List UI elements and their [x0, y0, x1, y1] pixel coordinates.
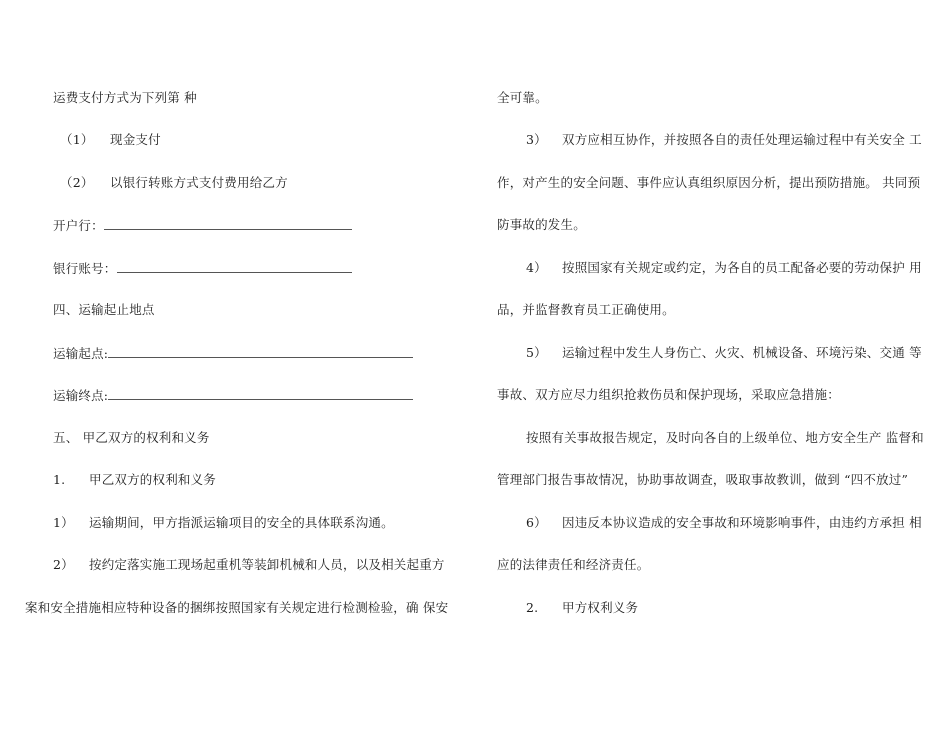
- bank-label: 开户行：: [53, 218, 104, 233]
- paragraph-2: [53, 557, 445, 573]
- paragraph-5-number: 5）: [526, 345, 547, 360]
- section-5-title: 五、 甲乙双方的权利和义务: [53, 430, 210, 445]
- paragraph-2-continuation: 案和安全措施相应特种设备的捆绑按照国家有关规定进行检测检验，确 保安: [25, 600, 449, 615]
- start-blank-line: [108, 345, 413, 358]
- account-blank-line: [117, 260, 352, 273]
- account-label: 银行账号：: [53, 261, 117, 276]
- paragraph-3-number: 3）: [526, 132, 547, 147]
- bank-blank-line: [104, 217, 352, 230]
- paragraph-4-text: 按照国家有关规定或约定，为各自的员工配备必要的劳动保护 用: [562, 260, 922, 275]
- paragraph-3: [526, 132, 922, 148]
- item-2-text: 甲方权利义务: [562, 600, 639, 615]
- section-4-title: 四、运输起止地点: [53, 302, 155, 317]
- paragraph-6-number: 6）: [526, 515, 547, 530]
- end-blank-line: [108, 387, 413, 400]
- paragraph-5-sub: 按照有关事故报告规定，及时向各自的上级单位、地方安全生产 监督和: [526, 430, 924, 445]
- paragraph-2-text: 按约定落实施工现场起重机等装卸机械和人员，以及相关起重方: [89, 557, 445, 572]
- item-1: [53, 472, 216, 488]
- paragraph-5: [526, 345, 922, 361]
- item-2: [526, 600, 638, 616]
- start-label: 运输起点:: [53, 346, 109, 361]
- option-1-text: 现金支付: [110, 132, 161, 147]
- paragraph-2-number: 2）: [53, 557, 74, 572]
- paragraph-5-text: 运输过程中发生人身伤亡、火灾、机械设备、环境污染、交通 等: [562, 345, 922, 360]
- option-2: [60, 175, 288, 191]
- paragraph-6-continuation: 应的法律责任和经济责任。: [497, 557, 650, 572]
- bank-field: [53, 217, 352, 234]
- paragraph-1-text: 运输期间，甲方指派运输项目的安全的具体联系沟通。: [89, 515, 394, 530]
- paragraph-1: [53, 515, 394, 531]
- paragraph-5-sub-continuation: 管理部门报告事故情况，协助事故调查，吸取事故教训，做到 “四不放过”: [497, 472, 909, 487]
- paragraph-4-number: 4）: [526, 260, 547, 275]
- option-1-number: （1）: [60, 132, 94, 147]
- end-label: 运输终点:: [53, 388, 109, 403]
- paragraph-3-continuation-1: 作，对产生的安全问题、事件应认真组织原因分析，提出预防措施。 共同预: [497, 175, 921, 190]
- end-field: [53, 387, 413, 404]
- paragraph-4: [526, 260, 922, 276]
- paragraph-6: [526, 515, 922, 531]
- continuation-line: 全可靠。: [497, 90, 548, 105]
- paragraph-4-continuation: 品，并监督教育员工正确使用。: [497, 302, 675, 317]
- item-1-number: 1.: [53, 472, 66, 487]
- paragraph-5-continuation: 事故、双方应尽力组织抢救伤员和保护现场，采取应急措施：: [497, 387, 840, 402]
- item-2-number: 2.: [526, 600, 539, 615]
- item-1-text: 甲乙双方的权利和义务: [89, 472, 217, 487]
- paragraph-3-continuation-2: 防事故的发生。: [497, 217, 586, 232]
- option-1: [60, 132, 161, 148]
- paragraph-6-text: 因违反本协议造成的安全事故和环境影响事件，由违约方承担 相: [562, 515, 922, 530]
- paragraph-3-text: 双方应相互协作，并按照各自的责任处理运输过程中有关安全 工: [562, 132, 922, 147]
- paragraph-1-number: 1）: [53, 515, 74, 530]
- option-2-number: （2）: [60, 175, 94, 190]
- option-2-text: 以银行转账方式支付费用给乙方: [110, 175, 288, 190]
- account-field: [53, 260, 352, 277]
- start-field: [53, 345, 413, 362]
- payment-intro: 运费支付方式为下列第 种: [53, 90, 197, 105]
